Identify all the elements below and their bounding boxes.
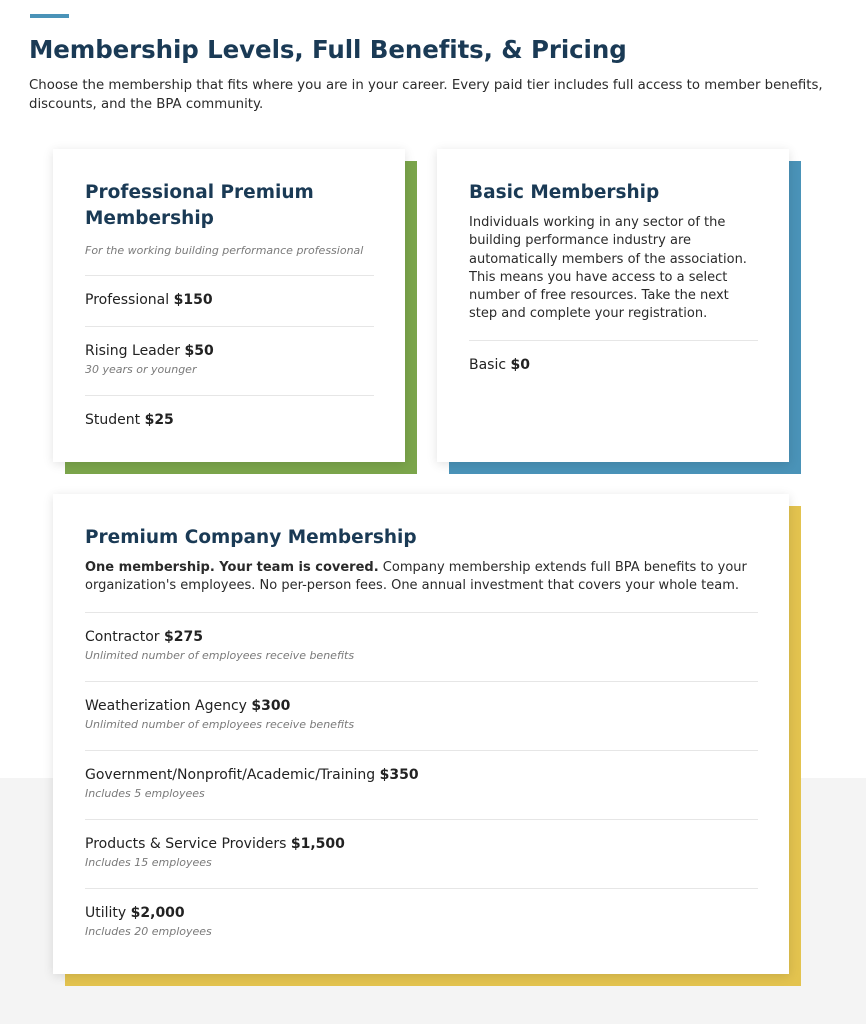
tier-professional (85, 292, 213, 308)
tier-name: Rising Leader (85, 343, 181, 359)
tier-name: Basic (469, 357, 507, 373)
tier-government (85, 767, 419, 800)
company-card-lead (85, 559, 765, 596)
tier-price: $25 (144, 412, 174, 428)
tier-price: $300 (251, 698, 291, 714)
tier-utility (85, 905, 212, 938)
professional-card-title (85, 180, 375, 232)
basic-card (437, 149, 789, 462)
divider (469, 340, 758, 341)
professional-card-subtitle: For the working building performance professional (85, 244, 364, 257)
company-lead-bold: One membership. Your team is covered. (85, 560, 379, 575)
page-intro: Choose the membership that fits where you are in your career. Every paid tier includes full access to member benefits, discounts, and the BPA community. (29, 78, 823, 112)
page-title: Membership Levels, Full Benefits, & Pricing (29, 35, 627, 64)
tier-name: Student (85, 412, 141, 428)
tier-note: Includes 15 employees (85, 856, 212, 869)
professional-title-line1: Professional Premium (85, 182, 314, 203)
tier-price: $50 (184, 343, 214, 359)
tier-note: Includes 5 employees (85, 787, 205, 800)
tier-price: $0 (510, 357, 531, 373)
tier-name: Weatherization Agency (85, 698, 247, 714)
divider (85, 681, 758, 682)
tier-price: $1,500 (290, 836, 345, 852)
tier-name: Government/Nonprofit/Academic/Training (85, 767, 376, 783)
divider (85, 888, 758, 889)
basic-card-title: Basic Membership (469, 182, 660, 203)
tier-price: $350 (379, 767, 419, 783)
company-card (53, 494, 789, 974)
tier-note: Includes 20 employees (85, 925, 212, 938)
tier-name: Contractor (85, 629, 160, 645)
divider (85, 612, 758, 613)
divider (85, 326, 374, 327)
tier-name: Products & Service Providers (85, 836, 287, 852)
tier-products-services (85, 836, 345, 869)
tier-price: $150 (173, 292, 213, 308)
tier-name: Professional (85, 292, 170, 308)
professional-title-line2: Membership (85, 208, 214, 229)
tier-rising-leader (85, 343, 214, 376)
tier-note: Unlimited number of employees receive benefits (85, 649, 355, 662)
divider (85, 395, 374, 396)
tier-note: 30 years or younger (85, 363, 197, 376)
divider (85, 275, 374, 276)
company-card-title: Premium Company Membership (85, 527, 417, 548)
divider (85, 819, 758, 820)
basic-card-description: Individuals working in any sector of the building performance industry are automatically members of the association. This means you have access to a select number of free resources. Take the next step and complete your registration. (469, 215, 747, 322)
divider (85, 750, 758, 751)
tier-student (85, 412, 174, 428)
tier-note: Unlimited number of employees receive benefits (85, 718, 355, 731)
tier-contractor (85, 629, 354, 662)
tier-price: $2,000 (130, 905, 185, 921)
professional-card (53, 149, 405, 462)
tier-price: $275 (164, 629, 203, 645)
company-lead-rest: Company membership extends full BPA benefits to your organization's employees. No per-person fees. One annual investment that covers your whole team. (85, 560, 747, 594)
tier-weatherization (85, 698, 354, 731)
tier-name: Utility (85, 905, 127, 921)
tier-basic (469, 357, 530, 373)
heading-accent-bar (30, 14, 69, 18)
